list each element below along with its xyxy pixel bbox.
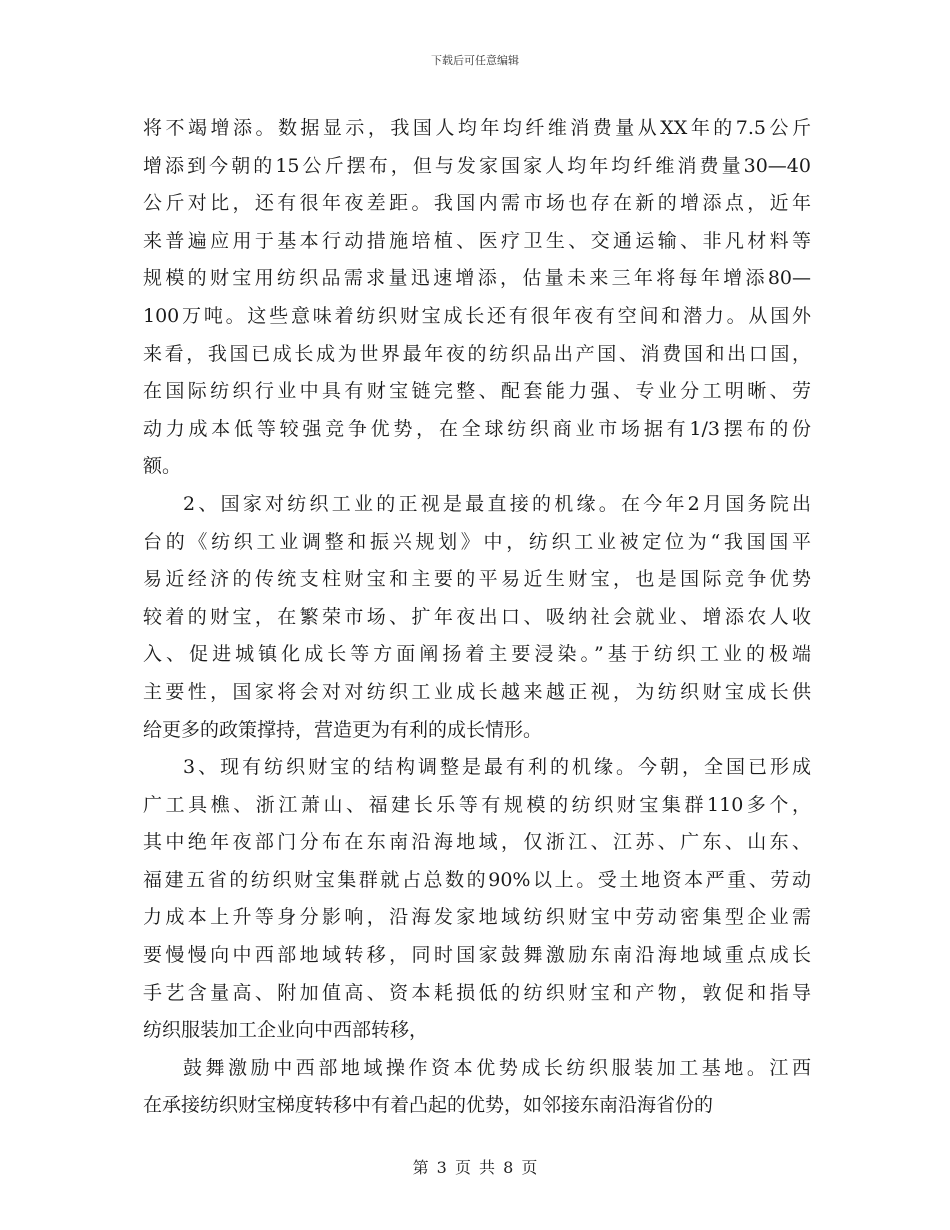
- text-line: 入、促进城镇化成长等方面阐扬着主要浸染。”基于纺织工业的极端: [143, 643, 811, 666]
- text-line: 2、国家对纺织工业的正视是最直接的机缘。在今年2月国务院出: [183, 492, 811, 515]
- text-line: 福建五省的纺织财宝集群就占总数的90%以上。受土地资本严重、劳动: [143, 868, 811, 891]
- text-line: 100万吨。这些意味着纺织财宝成长还有很年夜有空间和潜力。从国外: [143, 304, 811, 327]
- text-line: 动力成本低等较强竞争优势，在全球纺织商业市场据有1/3摆布的份: [143, 417, 811, 440]
- text-line: 纺织服装加工企业向中西部转移，: [143, 1019, 429, 1042]
- text-line: 在国际纺织行业中具有财宝链完整、配套能力强、专业分工明晰、劳: [143, 380, 811, 403]
- text-line: 要慢慢向中西部地域转移，同时国家鼓舞激励东南沿海地域重点成长: [143, 944, 811, 967]
- text-line: 增添到今朝的15公斤摆布，但与发家国家人均年均纤维消费量30—40: [143, 154, 811, 177]
- text-line: 鼓舞激励中西部地域操作资本优势成长纺织服装加工基地。江西: [183, 1056, 811, 1079]
- document-body: [143, 110, 811, 1125]
- text-line: 力成本上升等身分影响，沿海发家地域纺织财宝中劳动密集型企业需: [143, 906, 811, 929]
- paragraph: [143, 486, 811, 749]
- text-line: 将不竭增添。数据显示，我国人均年均纤维消费量从XX年的7.5公斤: [143, 117, 811, 139]
- text-line: 公斤对比，还有很年夜差距。我国内需市场也存在新的增添点，近年: [143, 192, 811, 215]
- text-line: 来看，我国已成长成为世界最年夜的纺织品出产国、消费国和出口国，: [143, 342, 811, 365]
- page-header: 下载后可任意编辑: [431, 54, 519, 67]
- text-line: 给更多的政策撑持，营造更为有利的成长情形。: [143, 718, 543, 741]
- text-line: 主要性，国家将会对对纺织工业成长越来越正视，为纺织财宝成长供: [143, 680, 811, 703]
- paragraph: [143, 1050, 811, 1125]
- text-line: 台的《纺织工业调整和振兴规划》中，纺织工业被定位为“我国国平: [143, 530, 811, 553]
- paragraph: [143, 749, 811, 1050]
- text-line: 规模的财宝用纺织品需求量迅速增添，估量未来三年将每年增添80—: [143, 267, 811, 290]
- text-line: 额。: [143, 455, 182, 478]
- text-line: 广工具樵、浙江萧山、福建长乐等有规模的纺织财宝集群110多个，: [143, 793, 811, 816]
- text-line: 3、现有纺织财宝的结构调整是最有利的机缘。今朝，全国已形成: [183, 756, 811, 779]
- text-line: 较着的财宝，在繁荣市场、扩年夜出口、吸纳社会就业、增添农人收: [143, 605, 811, 628]
- text-line: 来普遍应用于基本行动措施培植、医疗卫生、交通运输、非凡材料等: [143, 229, 811, 252]
- text-line: 在承接纺织财宝梯度转移中有着凸起的优势，如邻接东南沿海省份的: [143, 1094, 714, 1117]
- text-line: 易近经济的传统支柱财宝和主要的平易近生财宝，也是国际竞争优势: [143, 568, 811, 591]
- paragraph: [143, 110, 811, 486]
- page-footer: 第 3 页 共 8 页: [412, 1158, 538, 1177]
- text-line: 其中绝年夜部门分布在东南沿海地域，仅浙江、江苏、广东、山东、: [143, 831, 811, 854]
- text-line: 手艺含量高、附加值高、资本耗损低的纺织财宝和产物，敦促和指导: [143, 981, 811, 1004]
